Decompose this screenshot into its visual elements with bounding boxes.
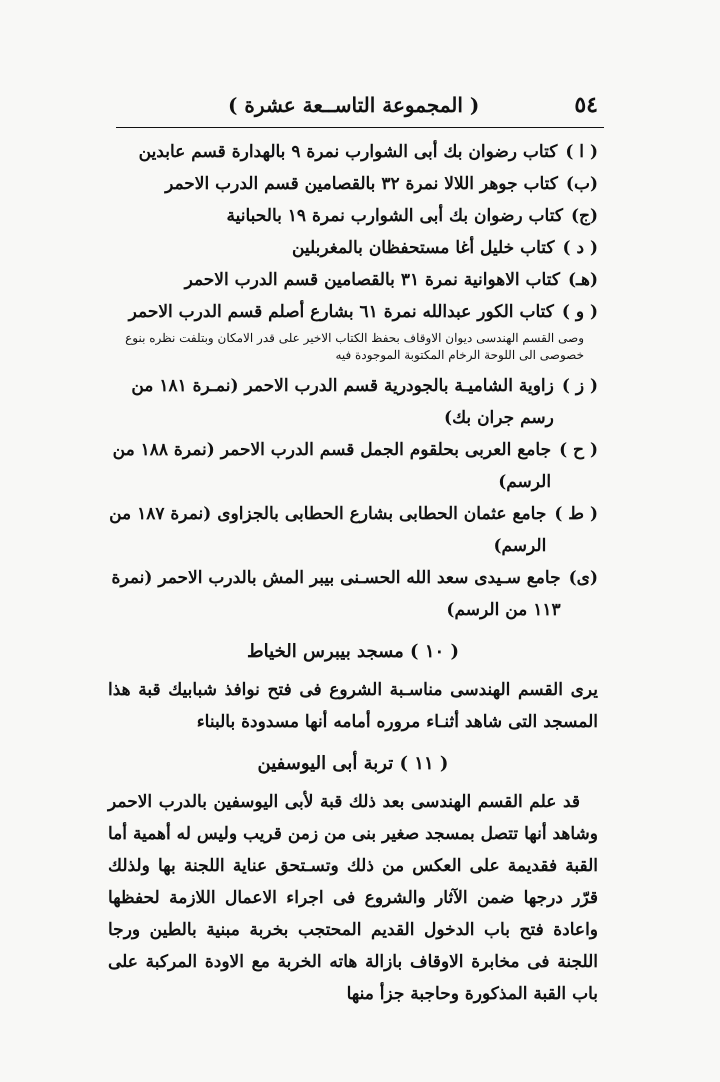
list-item-text: كتاب الاهوانية نمرة ٣١ بالقصامين قسم الدرب الاحمر [184, 270, 560, 290]
page-body [108, 136, 598, 1010]
section-paragraph: قد علم القسم الهندسى بعد ذلك قبة لأبى اليوسفين بالدرب الاحمر وشاهد أنها تتصل بمسجد صغير بنى من زمن قريب وليس له أهمية أما القبة فقديمة على العكس من ذلك وتسـتحق عناية اللجنة بها ولذلك قرّر درجها ضمن الآثار والشروع فى اجراء الاعمال اللازمة لحفظها واعادة فتح باب الدخول القديم المحتجب بخربة مبنية بالطين ورجا اللجنة فى مخابرة الاوقاف بازالة هاته الخربة مع الاودة المركبة على باب القبة المذكورة وحاجبة جزأ منها [108, 792, 598, 1004]
page-number: ٥٤ [574, 92, 598, 118]
list-item-text: كتاب جوهر اللالا نمرة ٣٢ بالقصامين قسم الدرب الاحمر [165, 174, 558, 194]
list-item-marker: ( ط ) [554, 504, 598, 524]
list-item-marker: ( د ) [562, 238, 598, 258]
list-item [108, 562, 598, 626]
list-item-marker: ( ز ) [561, 376, 598, 396]
header-rule [116, 127, 604, 128]
list-item [108, 498, 598, 562]
list-item [108, 370, 598, 434]
list-item [108, 434, 598, 498]
list-item-marker: (ى) [568, 568, 598, 588]
list-item-text: جامع العربى بحلقوم الجمل قسم الدرب الاحمر (نمرة ١٨٨ من الرسم) [112, 440, 552, 492]
list-item-marker: ( و ) [561, 302, 598, 322]
page-header [118, 88, 598, 122]
list-item [108, 232, 598, 264]
list-item-text: زاوية الشاميـة بالجودرية قسم الدرب الاحمر (نمـرة ١٨١ من رسم جران بك) [131, 376, 554, 428]
section-heading: ( ١١ ) تربة أبى اليوسفين [257, 753, 449, 774]
list-item-marker: ( ح ) [559, 440, 598, 460]
footnote: وصى القسم الهندسى ديوان الاوقاف بحفظ الكتاب الاخير على قدر الامكان وبتلفت نظره بنوع خصوصى الى اللوحة الرخام المكتوبة الموجودة فيه [125, 331, 584, 362]
section-heading: ( ١٠ ) مسجد بيبرس الخياط [247, 641, 459, 662]
list-item [108, 200, 598, 232]
list-item-marker: (هـ) [567, 270, 598, 290]
list-item-marker: (ب) [565, 174, 598, 194]
list-item-text: كتاب رضوان بك أبى الشوارب نمرة ٩ بالهدارة قسم عابدين [138, 142, 558, 162]
list-item [108, 296, 598, 328]
list-item-text: كتاب خليل أغا مستحفظان بالمغربلين [291, 238, 555, 258]
list-item-text: جامع عثمان الحطابى بشارع الحطابى بالجزاوى (نمرة ١٨٧ من الرسم) [109, 504, 547, 556]
running-title: ( المجموعة التاســعة عشرة ) [228, 93, 480, 117]
list-item [108, 136, 598, 168]
list-item-marker: ( ا ) [565, 142, 598, 162]
list-item-marker: (ج) [570, 206, 598, 226]
list-item [108, 168, 598, 200]
section-paragraph: يرى القسم الهندسى مناسـبة الشروع فى فتح نوافذ شبابيك قبة هذا المسجد التى شاهد أثنـاء مروره أمامه أنها مسدودة بالبناء [108, 680, 598, 732]
list-item [108, 264, 598, 296]
list-item-text: كتاب رضوان بك أبى الشوارب نمرة ١٩ بالحبانية [226, 206, 563, 226]
list-item-text: كتاب الكور عبدالله نمرة ٦١ بشارع أصلم قسم الدرب الاحمر [128, 302, 554, 322]
list-item-text: جامع سـيدى سعد الله الحسـنى بيبر المش بالدرب الاحمر (نمرة ١١٣ من الرسم) [111, 568, 561, 620]
